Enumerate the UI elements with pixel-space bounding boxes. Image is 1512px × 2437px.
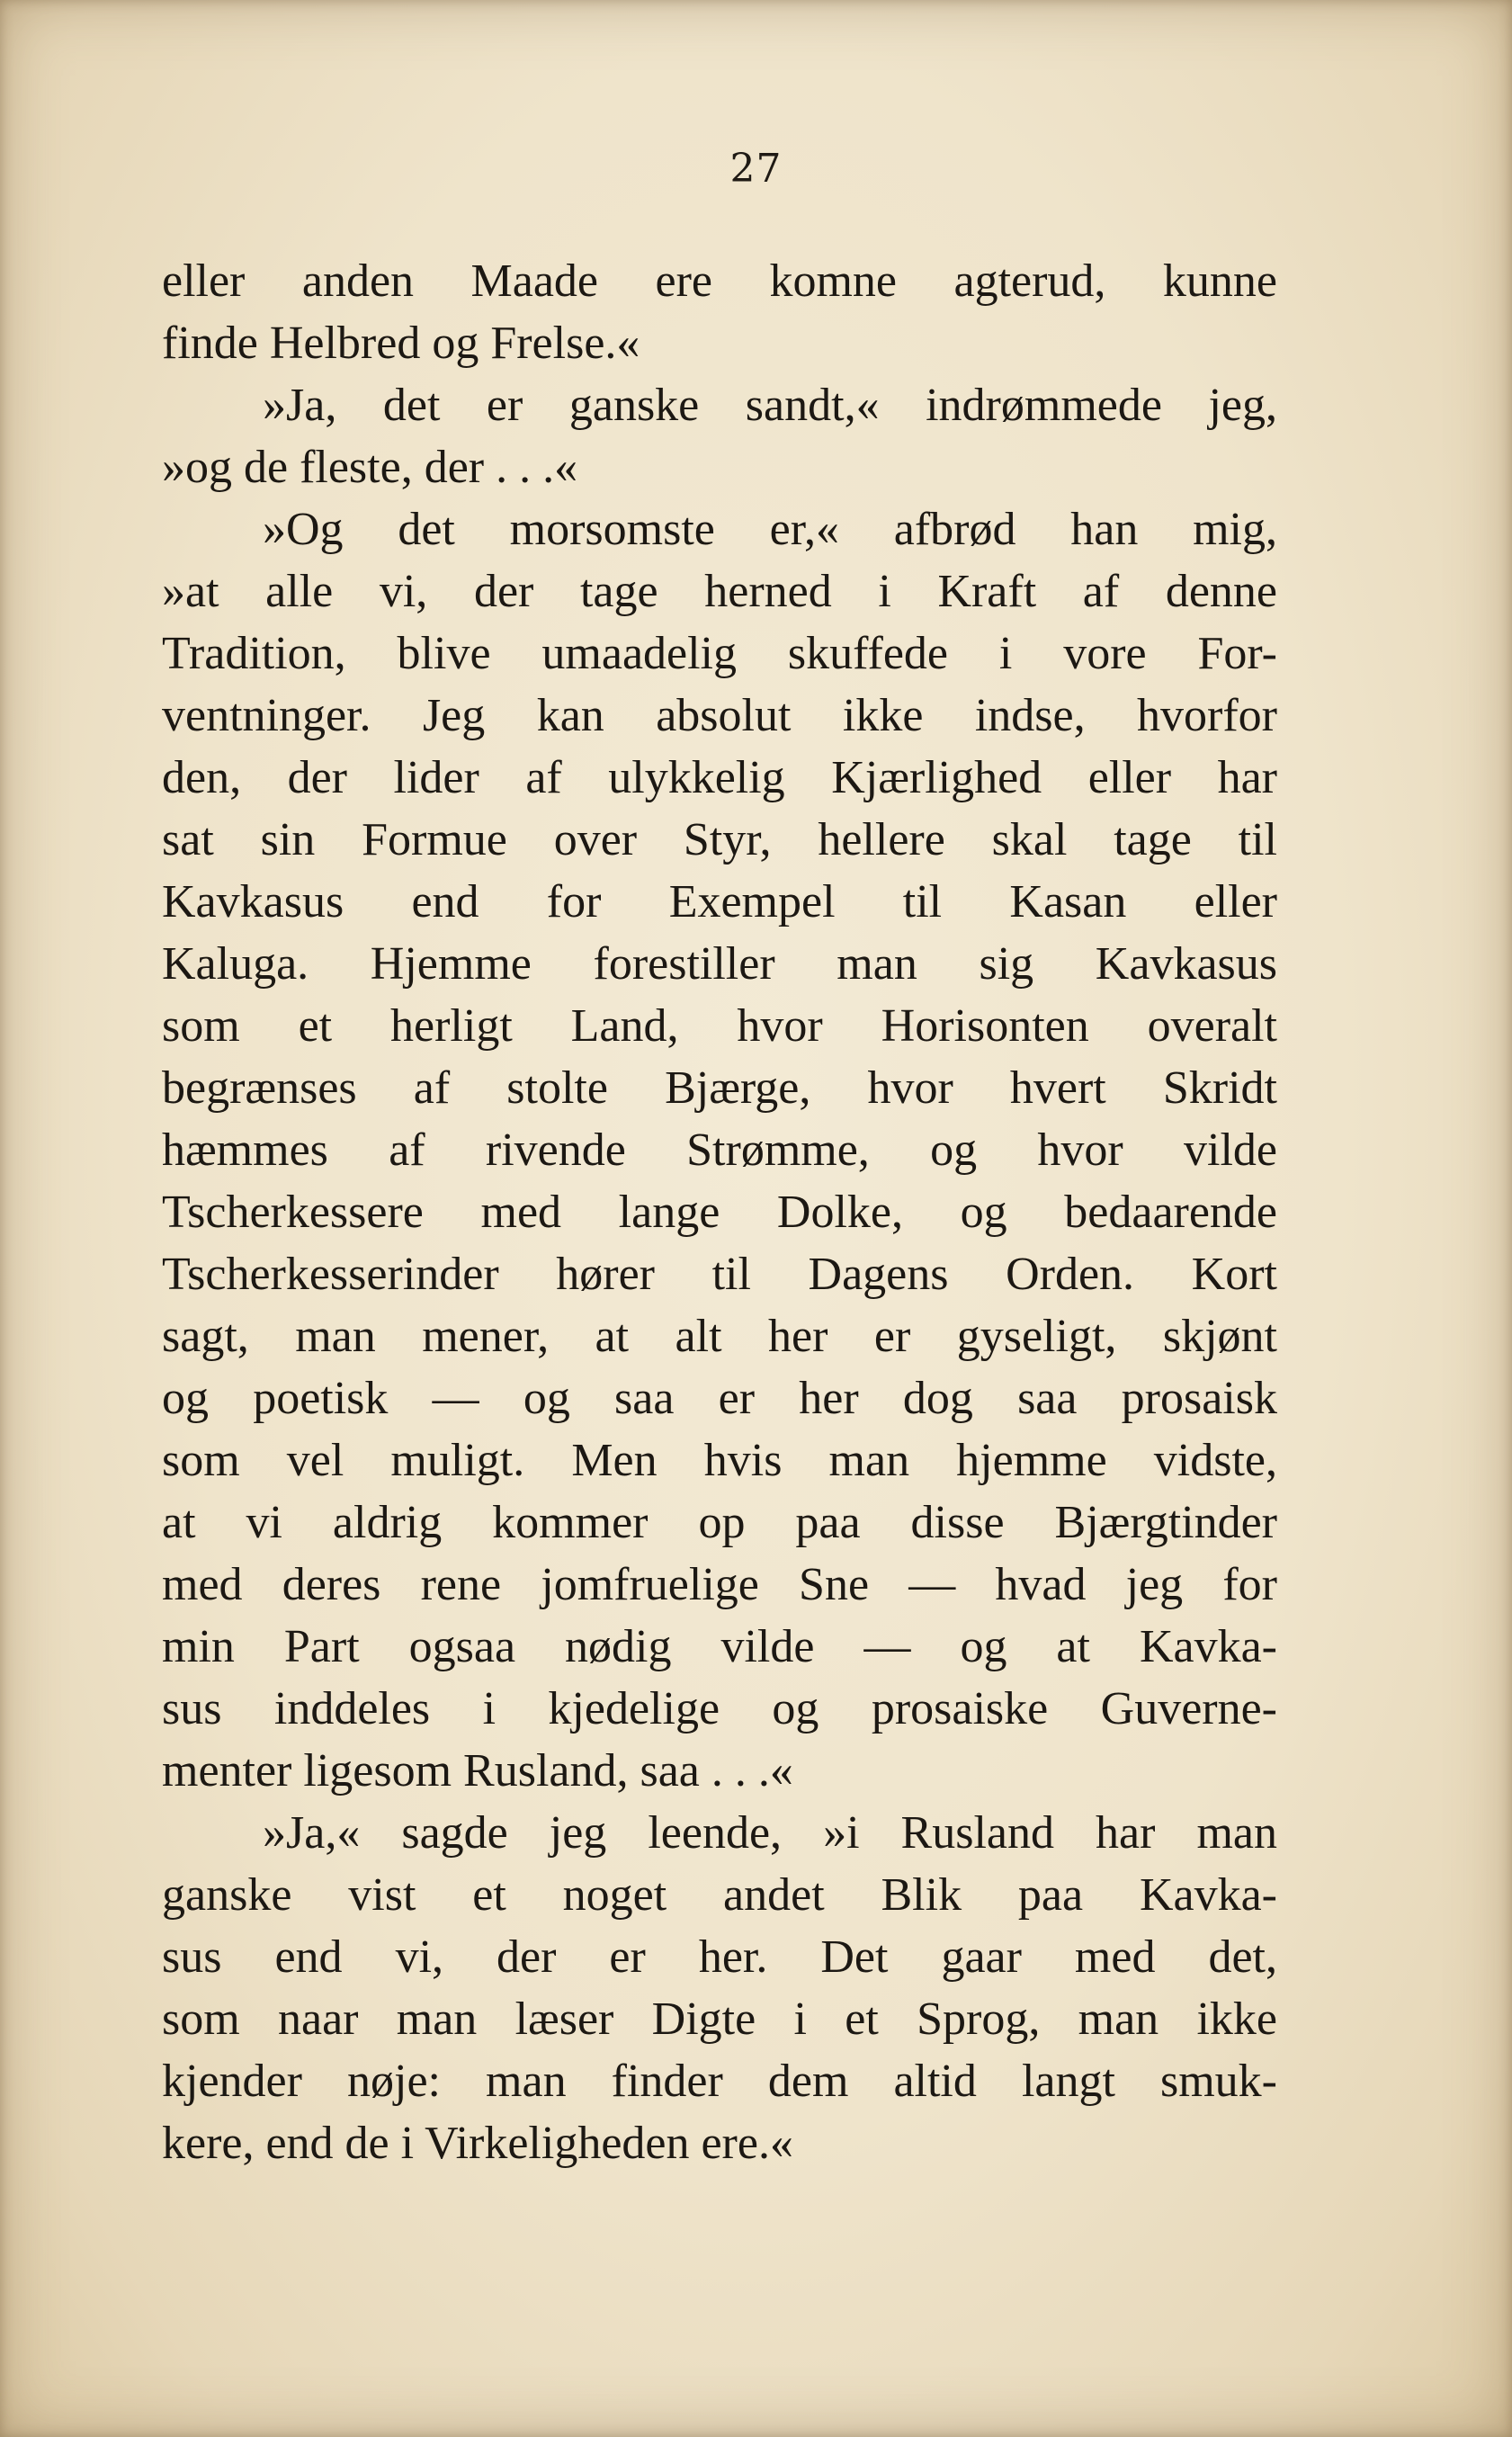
text-line: Kavkasus end for Exempel til Kasan eller xyxy=(162,876,1277,927)
text-line: sus inddeles i kjedelige og prosaiske Guverne- xyxy=(162,1683,1277,1734)
text-line: Kaluga. Hjemme forestiller man sig Kavkasus xyxy=(162,938,1277,990)
page-number: 27 xyxy=(729,146,783,192)
text-line: »Og det morsomste er,« afbrød han mig, xyxy=(263,504,1277,555)
text-line: som et herligt Land, hvor Horisonten overalt xyxy=(162,1000,1277,1052)
text-line: sus end vi, der er her. Det gaar med det, xyxy=(162,1931,1277,1983)
text-line: »Ja,« sagde jeg leende, »i Rusland har man xyxy=(263,1807,1277,1859)
text-line: med deres rene jomfruelige Sne — hvad jeg for xyxy=(162,1559,1277,1610)
text-line: den, der lider af ulykkelig Kjærlighed eller har xyxy=(162,752,1277,803)
text-line: begrænses af stolte Bjærge, hvor hvert Skridt xyxy=(162,1062,1277,1114)
text-line: »og de fleste, der . . .« xyxy=(162,442,578,493)
text-line: og poetisk — og saa er her dog saa prosaisk xyxy=(162,1373,1277,1424)
text-line: sagt, man mener, at alt her er gyseligt, skjønt xyxy=(162,1311,1277,1362)
text-line: at vi aldrig kommer op paa disse Bjærgtinder xyxy=(162,1497,1277,1548)
text-line: kere, end de i Virkeligheden ere.« xyxy=(162,2118,793,2169)
text-line: »at alle vi, der tage herned i Kraft af denne xyxy=(162,566,1277,617)
text-line: ventninger. Jeg kan absolut ikke indse, hvorfor xyxy=(162,690,1277,741)
text-line: eller anden Maade ere komne agterud, kunne xyxy=(162,255,1277,307)
text-line: Tscherkesserinder hører til Dagens Orden. Kort xyxy=(162,1249,1277,1300)
text-line: Tradition, blive umaadelig skuffede i vore For- xyxy=(162,628,1277,679)
text-line: sat sin Formue over Styr, hellere skal tage til xyxy=(162,814,1277,865)
text-line: som naar man læser Digte i et Sprog, man ikke xyxy=(162,1994,1277,2045)
text-line: Tscherkessere med lange Dolke, og bedaarende xyxy=(162,1187,1277,1238)
text-line: min Part ogsaa nødig vilde — og at Kavka- xyxy=(162,1621,1277,1672)
text-line: finde Helbred og Frelse.« xyxy=(162,318,640,369)
text-line: »Ja, det er ganske sandt,« indrømmede jeg, xyxy=(263,380,1277,431)
text-line: menter ligesom Rusland, saa . . .« xyxy=(162,1745,793,1796)
text-line: ganske vist et noget andet Blik paa Kavka- xyxy=(162,1869,1277,1921)
body-text xyxy=(162,250,1277,2174)
text-line: kjender nøje: man finder dem altid langt smuk- xyxy=(162,2056,1277,2107)
text-line: som vel muligt. Men hvis man hjemme vidste, xyxy=(162,1435,1277,1486)
text-line: hæmmes af rivende Strømme, og hvor vilde xyxy=(162,1124,1277,1176)
